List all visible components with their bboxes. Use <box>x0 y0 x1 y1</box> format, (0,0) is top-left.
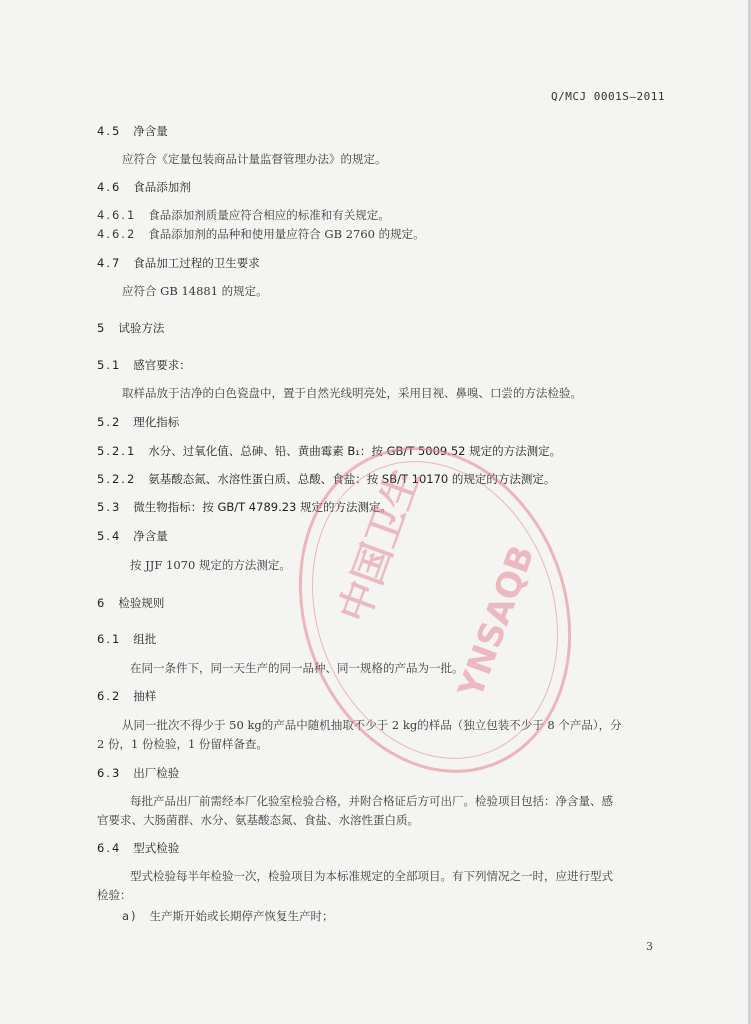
list-item <box>122 909 334 923</box>
stamp-outer-ring <box>270 430 600 790</box>
clause-text: 食品添加剂的品种和使用量应符合 GB 2760 的规定。 <box>148 227 425 241</box>
paragraph-text: 每批产品出厂前需经本厂化验室检验合格，并附合格证后方可出厂。检验项目包括：净含量、感 <box>130 794 613 808</box>
section-number: 6.2 <box>97 689 122 703</box>
clause-text: 水分、过氧化值、总砷、铅、黄曲霉素 B₁：按 GB/T 5009.52 规定的方法测定。 <box>148 444 562 458</box>
clause-number: 4.6.2 <box>97 227 137 241</box>
clause-number: 5.2.2 <box>97 472 137 486</box>
section-number: 5.3 <box>97 500 122 514</box>
section-number: 6.1 <box>97 632 122 646</box>
official-stamp <box>270 430 600 790</box>
section-title: 理化指标 <box>133 415 180 429</box>
clause-text: 氨基酸态氮、水溶性蛋白质、总酸、食盐：按 SB/T 10170 的规定的方法测定。 <box>148 472 556 486</box>
clause-text: 食品添加剂质量应符合相应的标准和有关规定。 <box>148 208 390 222</box>
paragraph-text: 按 JJF 1070 规定的方法测定。 <box>130 558 291 572</box>
section-number: 5.1 <box>97 358 122 372</box>
section-title: 出厂检验 <box>133 766 180 780</box>
section-number: 4.6 <box>97 180 122 194</box>
section-heading <box>97 415 179 429</box>
paragraph-text: 官要求、大肠菌群、水分、氨基酸态氮、食盐、水溶性蛋白质。 <box>97 813 419 827</box>
section-heading <box>97 358 191 372</box>
section-number: 5.4 <box>97 529 122 543</box>
section-heading <box>97 256 260 270</box>
paragraph-text: 检验： <box>97 888 132 902</box>
chapter-title: 试验方法 <box>118 321 165 335</box>
clause-line <box>97 208 390 222</box>
section-heading <box>97 632 156 646</box>
stamp-inner-ring <box>272 430 598 790</box>
standard-code: Q/MCJ 0001S—2011 <box>551 90 665 103</box>
section-number: 5.2 <box>97 415 122 429</box>
chapter-heading <box>97 596 164 610</box>
chapter-title: 检验规则 <box>118 596 165 610</box>
section-heading <box>97 841 179 855</box>
paragraph-text: 从同一批次不得少于 50 kg的产品中随机抽取不少于 2 kg的样品（独立包装不少于 8 个产品），分 <box>122 718 622 732</box>
section-title: 食品加工过程的卫生要求 <box>133 256 260 270</box>
section-title: 型式检验 <box>133 841 180 855</box>
stamp-cn-text: 中国卫生 <box>331 462 430 629</box>
section-title: 微生物指标：按 GB/T 4789.23 规定的方法测定。 <box>133 500 393 514</box>
list-marker: a) <box>122 909 138 923</box>
section-number: 4.7 <box>97 256 122 270</box>
chapter-number: 5 <box>97 321 107 335</box>
clause-number: 4.6.1 <box>97 208 137 222</box>
paragraph-text: 2 份，1 份检验，1 份留样备查。 <box>97 737 268 751</box>
paragraph-text: 取样品放于洁净的白色瓷盘中，置于自然光线明亮处，采用目视、鼻嗅、口尝的方法检验。 <box>122 386 582 400</box>
section-title: 组批 <box>133 632 157 646</box>
section-title: 感官要求： <box>133 358 191 372</box>
clause-number: 5.2.1 <box>97 444 137 458</box>
chapter-heading <box>97 321 164 335</box>
section-heading <box>97 180 191 194</box>
paragraph-text: 应符合 GB 14881 的规定。 <box>122 284 268 298</box>
paragraph-text: 在同一条件下，同一天生产的同一品种、同一规格的产品为一批。 <box>130 661 464 675</box>
section-title: 净含量 <box>133 529 168 543</box>
section-heading <box>97 529 168 543</box>
section-number: 6.3 <box>97 766 122 780</box>
clause-line <box>97 227 425 241</box>
section-title: 食品添加剂 <box>133 180 191 194</box>
section-number: 6.4 <box>97 841 122 855</box>
section-number: 4.5 <box>97 124 122 138</box>
page-number: 3 <box>646 940 653 953</box>
paragraph-text: 型式检验每半年检验一次，检验项目为本标准规定的全部项目。有下列情况之一时，应进行型式 <box>130 869 613 883</box>
chapter-number: 6 <box>97 596 107 610</box>
section-heading <box>97 689 156 703</box>
list-item-text: 生产斯开始或长期停产恢复生产时； <box>149 909 334 923</box>
section-title: 抽样 <box>133 689 157 703</box>
section-heading <box>97 766 179 780</box>
section-title: 净含量 <box>133 124 168 138</box>
stamp-code-text: YNSAQB <box>450 540 543 704</box>
section-heading <box>97 124 168 138</box>
paragraph-text: 应符合《定量包装商品计量监督管理办法》的规定。 <box>122 152 387 166</box>
